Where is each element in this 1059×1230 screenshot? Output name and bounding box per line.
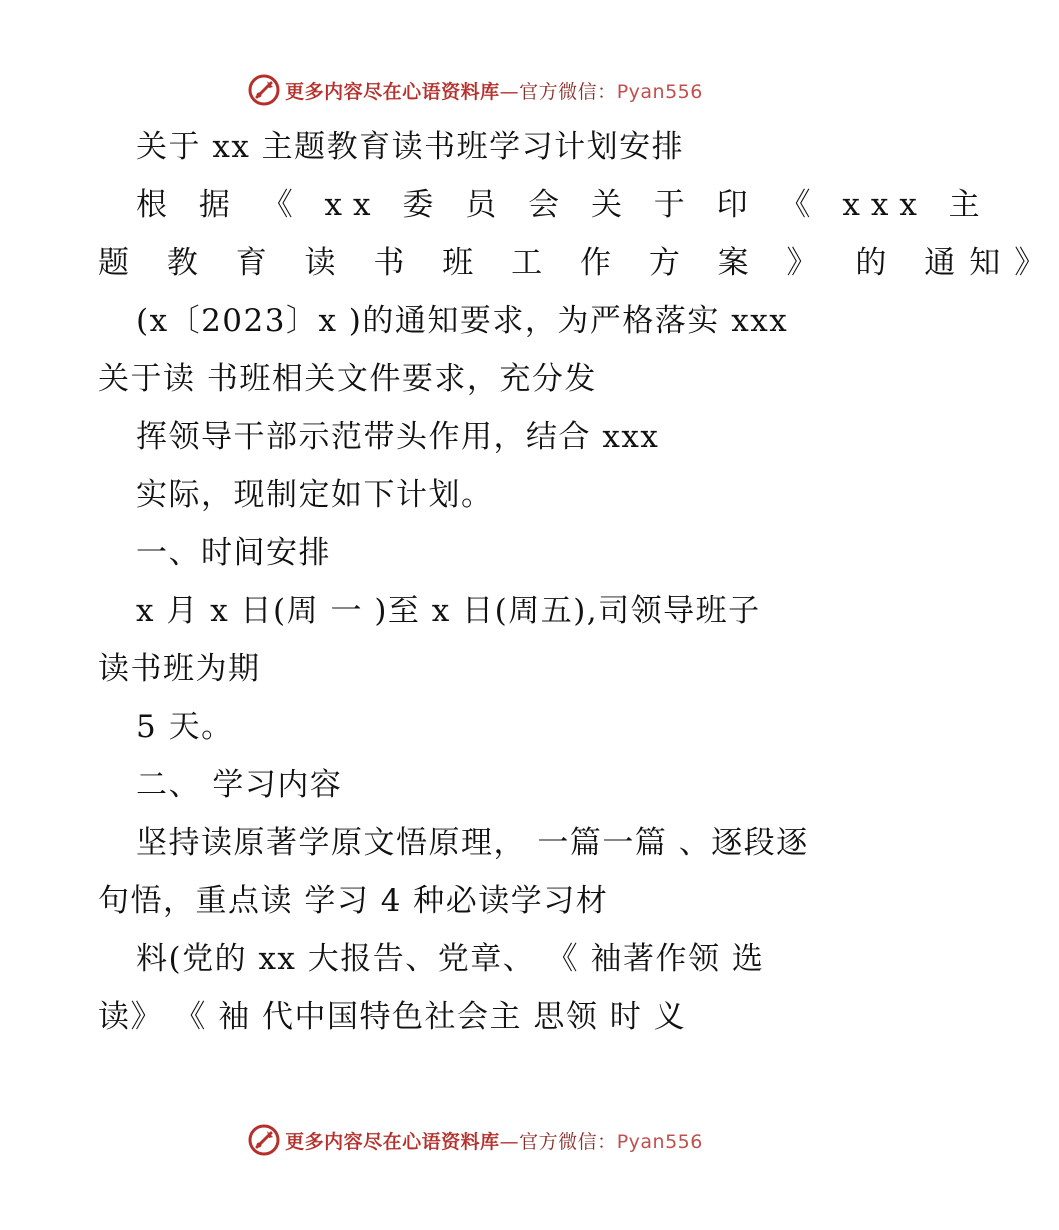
paragraph-line: 实际，现制定如下计划。 — [136, 477, 494, 513]
document-title: 关于 xx 主题教育读书班学习计划安排 — [136, 129, 685, 165]
paragraph-line: 坚持读原著学原文悟原理， 一篇一篇 、逐段逐 — [136, 825, 809, 861]
paragraph-line: 读书班为期 — [98, 651, 261, 687]
footer-banner-main: 更多内容尽在心语资料库 — [285, 1130, 500, 1153]
paragraph-line: 挥领导干部示范带头作用，结合 xxx — [136, 419, 660, 455]
footer-banner-label: 官方微信： — [519, 1130, 617, 1153]
footer-banner-text — [285, 1127, 703, 1154]
document-body — [98, 118, 1059, 1046]
paragraph-line: (x〔2023〕x )的通知要求，为严格落实 xxx — [136, 303, 789, 339]
header-banner-label: 官方微信： — [519, 80, 617, 103]
paragraph-line: 读》 《 袖 代中国特色社会主 思领 时 义 — [98, 999, 687, 1035]
section-heading: 一、时间安排 — [136, 535, 331, 571]
paragraph-line: 料(党的 xx 大报告、党章、 《 袖著作领 选 — [136, 941, 765, 977]
header-banner-wechat-id: Pyan556 — [616, 80, 703, 103]
brand-logo-icon — [247, 1123, 281, 1157]
footer-banner — [0, 1118, 950, 1162]
paragraph-line: 根 据 《 xx 委 员 会 关 于 印 《 xxx 主 — [136, 187, 991, 223]
footer-banner-separator: — — [499, 1130, 520, 1153]
paragraph-line: 句悟，重点读 学习 4 种必读学习材 — [98, 883, 609, 919]
paragraph-line: 关于读 书班相关文件要求，充分发 — [98, 361, 597, 397]
footer-banner-wechat-id: Pyan556 — [616, 1130, 703, 1153]
paragraph-line: 题 教 育 读 书 班 工 作 方 案 》 的 通知》 — [98, 245, 1059, 281]
header-banner-text — [285, 77, 703, 104]
header-banner-main: 更多内容尽在心语资料库 — [285, 80, 500, 103]
section-heading: 二、 学习内容 — [136, 767, 343, 803]
paragraph-line: 5 天。 — [136, 709, 234, 745]
brand-logo-icon — [247, 73, 281, 107]
paragraph-line: x 月 x 日(周 一 )至 x 日(周五),司领导班子 — [136, 593, 761, 629]
header-banner — [0, 68, 950, 112]
header-banner-separator: — — [499, 80, 520, 103]
